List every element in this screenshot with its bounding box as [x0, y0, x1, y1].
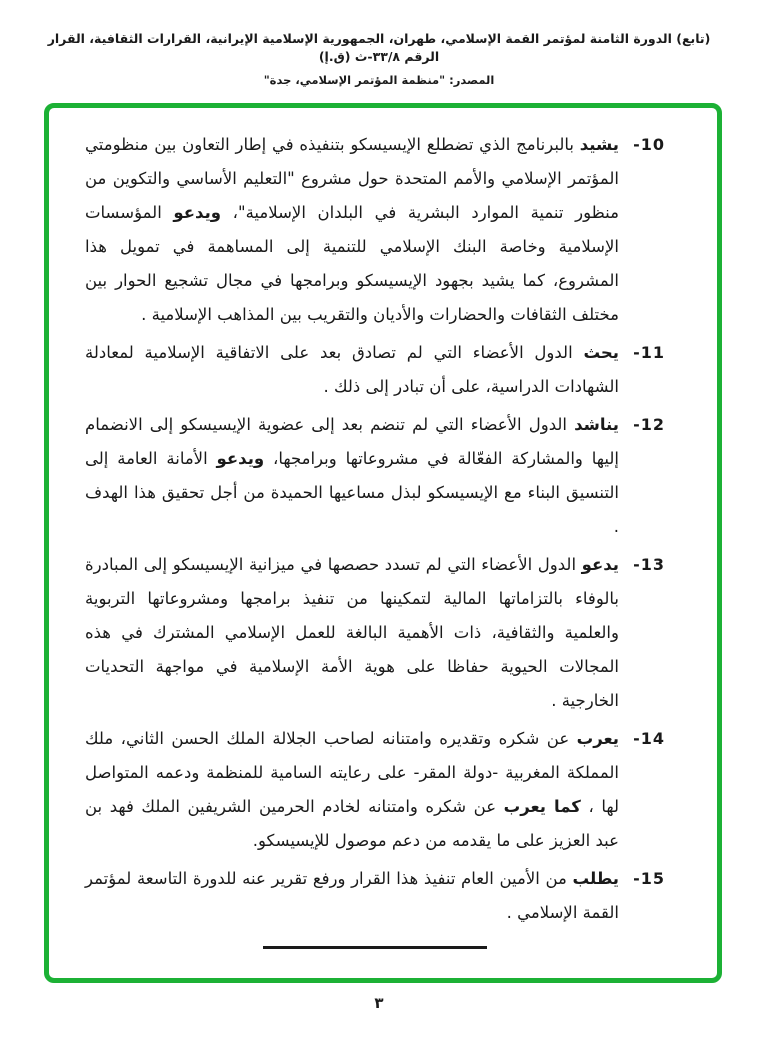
resolution-item	[85, 548, 665, 718]
header-title: (تابع) الدورة الثامنة لمؤتمر القمة الإسلامي، طهران، الجمهورية الإسلامية الإيرانية، القرارات الثقافية، القرار الرقم ٣٣/٨-ث (ق.إ)	[47, 31, 711, 64]
item-lead-word: ويدعو	[216, 449, 265, 468]
item-body-text: بالبرنامج الذي تضطلع الإيسيسكو بتنفيذه في إطار التعاون بين منظومتي المؤتمر الإسلامي والأمم المتحدة حول مشروع "التعليم الأساسي والتكوين من منظور تنمية الموارد البشرية في البلدان الإسلامية"،	[85, 135, 619, 222]
item-number: -15	[633, 869, 665, 888]
item-text	[85, 548, 619, 718]
item-text	[85, 862, 619, 930]
item-lead-word: يناشد	[574, 415, 619, 434]
resolution-item	[85, 336, 665, 404]
item-text	[85, 408, 619, 544]
item-body-text: من الأمين العام تنفيذ هذا القرار ورفع تقرير عنه للدورة التاسعة لمؤتمر القمة الإسلامي .	[85, 869, 619, 922]
item-lead-word: يطلب	[572, 869, 619, 888]
item-number: -10	[633, 135, 665, 154]
resolution-item	[85, 408, 665, 544]
item-lead-word: كما يعرب	[503, 797, 581, 816]
item-lead-word: يشيد	[579, 135, 619, 154]
content-frame	[44, 103, 722, 983]
item-lead-word: ويدعو	[173, 203, 222, 222]
item-lead-word: يعرب	[576, 729, 619, 748]
item-lead-word: يحث	[583, 343, 619, 362]
item-body-text: عن شكره وتقديره وامتنانه لصاحب الجلالة الملك الحسن الثاني، ملك المملكة المغربية -دولة المقر- على رعايته السامية للمنظمة ودعمه المتواصل لها ،	[85, 729, 619, 816]
item-lead-word: يدعو	[581, 555, 619, 574]
item-body-text: الأمانة العامة إلى التنسيق البناء مع الإيسيسكو لبذل مساعيها الحميدة من أجل تحقيق هذا الهدف .	[85, 449, 619, 536]
item-text	[85, 128, 619, 332]
resolution-item	[85, 722, 665, 858]
page-number: ٣	[374, 994, 384, 1012]
item-body-text: المؤسسات الإسلامية وخاصة البنك الإسلامي للتنمية إلى المساهمة في تمويل هذا المشروع، كما يشيد بجهود الإيسيسكو وبرامجها في مجال تشجيع الحوار بين مختلف الثقافات والحضارات والأديان والتقريب بين المذاهب الإسلامية .	[85, 203, 619, 324]
item-number: -13	[633, 555, 665, 574]
resolution-list	[85, 128, 665, 930]
resolution-item	[85, 862, 665, 930]
item-body-text: الدول الأعضاء التي لم تصادق بعد على الاتفاقية الإسلامية لمعادلة الشهادات الدراسية، على أن تبادر إلى ذلك .	[85, 343, 619, 396]
item-number: -14	[633, 729, 665, 748]
item-number: -12	[633, 415, 665, 434]
resolution-item	[85, 128, 665, 332]
item-body-text: الدول الأعضاء التي لم تسدد حصصها في ميزانية الإيسيسكو إلى المبادرة بالوفاء بالتزاماتها المالية لتمكينها من تنفيذ برامجها ومشروعاتها التربوية والعلمية والثقافية، ذات الأهمية البالغة للعمل الإسلامي المشترك في هذه المجالات الحيوية حفاظا على هوية الأمة الإسلامية في مواجهة التحديات الخارجية .	[85, 555, 619, 710]
item-body-text: الدول الأعضاء التي لم تنضم بعد إلى عضوية الإيسيسكو إلى الانضمام إليها والمشاركة الفعّالة في مشروعاتها وبرامجها،	[85, 415, 619, 468]
item-number: -11	[633, 343, 665, 362]
item-body-text: عن شكره وامتنانه لخادم الحرمين الشريفين الملك فهد بن عبد العزيز على ما يقدمه من دعم موصول للإيسيسكو.	[85, 797, 619, 850]
end-divider	[263, 946, 487, 949]
header-source: المصدر: "منظمة المؤتمر الإسلامي، جدة"	[263, 73, 495, 87]
document-header	[0, 0, 758, 87]
item-text	[85, 722, 619, 858]
item-text	[85, 336, 619, 404]
